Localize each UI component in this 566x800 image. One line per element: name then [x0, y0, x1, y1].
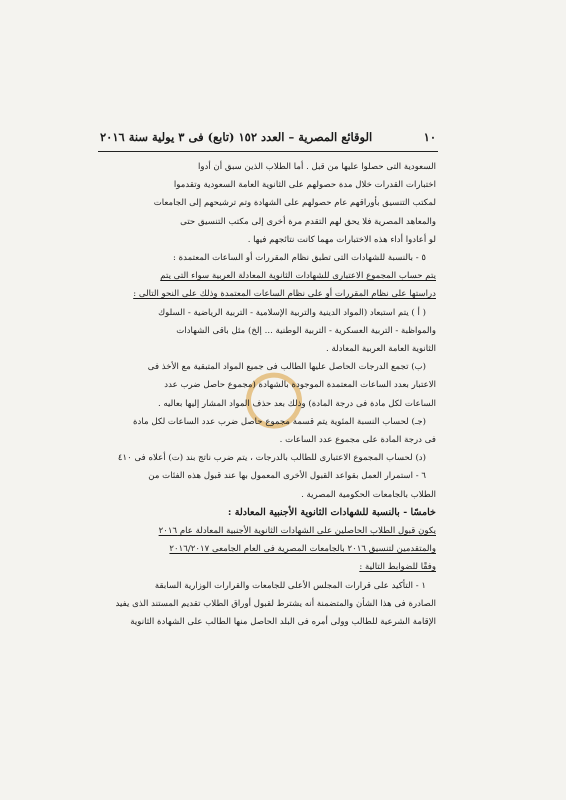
text-line: الثانوية العامة العربية المعادلة .: [326, 344, 436, 355]
section-heading: خامسًا - بالنسبة للشهادات الثانوية الأجنبية المعادلة :: [227, 506, 436, 518]
text-line: الصادرة فى هذا الشأن والمتضمنة أنه يشترط لقبول أوراق الطلاب تقديم المستند الذى يفيد: [115, 598, 436, 609]
list-item: (د) لحساب المجموع الاعتبارى للطالب بالدرجات ، يتم ضرب ناتج بند (ت) أعلاه فى ٤١٠: [117, 453, 426, 464]
list-item: (ب) تجمع الدرجات الحاصل عليها الطالب فى جميع المواد المتبقية مع الأخذ فى: [147, 362, 426, 373]
text-line: فى درجة المادة على مجموع عدد الساعات .: [279, 435, 436, 446]
section-item: ٦ - استمرار العمل بقواعد القبول الأخرى المعمول بها عند قبول هذه الفئات من: [148, 471, 426, 482]
section-item: ١ - التأكيد على قرارات المجلس الأعلى للجامعات والقرارات الوزارية السابقة: [154, 580, 426, 591]
text-line: الإقامة الشرعية للطالب وولى أمره فى البلد الحاصل منها الطالب على الشهادة الثانوية: [130, 617, 436, 628]
body-text: [100, 158, 436, 631]
text-line: الساعات لكل مادة فى درجة المادة) وذلك بعد حذف المواد المشار إليها بعاليه .: [157, 398, 436, 409]
text-line: دراستها على نظام المقررات أو على نظام الساعات المعتمدة وذلك على النحو التالى :: [133, 289, 436, 300]
list-item: (جـ) لحساب النسبة المئوية يتم قسمة مجموع حاصل ضرب عدد الساعات لكل مادة: [133, 416, 426, 427]
text-line: لمكتب التنسيق بأوراقهم عام حصولهم على الشهادة وتم ترشيحهم إلى الجامعات: [153, 198, 436, 209]
text-line: الاعتبار بعدد الساعات المعتمدة الموجودة بالشهادة (مجموع حاصل ضرب عدد: [164, 380, 436, 391]
header-title: الوقائع المصرية – العدد ١٥٢ (تابع) فى ٣ يولية سنة ٢٠١٦: [100, 130, 373, 144]
text-line: والمتقدمين لتنسيق ٢٠١٦ بالجامعات المصرية فى العام الجامعى ٢٠١٦/٢٠١٧: [169, 544, 436, 555]
page-number: ١٠: [423, 130, 436, 144]
text-line: يكون قبول الطلاب الحاصلين على الشهادات الثانوية الأجنبية المعادلة عام ٢٠١٦: [158, 526, 436, 537]
text-line: والمواظبة - التربية العسكرية - التربية الوطنية ... إلخ) مثل باقى الشهادات: [176, 325, 436, 336]
text-line: الطلاب بالجامعات الحكومية المصرية .: [301, 489, 436, 500]
text-line: يتم حساب المجموع الاعتبارى للشهادات الثانوية المعادلة العربية سواء التى يتم: [160, 271, 436, 282]
text-line: والمعاهد المصرية فلا يحق لهم التقدم مرة أخرى إلى مكتب التنسيق حتى: [180, 216, 436, 227]
page-header: [100, 130, 436, 144]
list-item: ( أ ) يتم استبعاد (المواد الدينية والتربية الإسلامية - التربية الرياضية - السلوك: [158, 307, 426, 318]
text-line: لو أعادوا أداء هذه الاختبارات مهما كانت نتائجهم فيها .: [247, 234, 436, 245]
text-line: السعودية التى حصلوا عليها من قبل . أما الطلاب الذين سبق أن أدوا: [197, 162, 436, 172]
text-line: اختبارات القدرات خلال مدة حصولهم على الثانوية العامة السعودية وتقدموا: [173, 180, 436, 191]
header-divider: [98, 151, 438, 152]
section-item: ٥ - بالنسبة للشهادات التى تطبق نظام المقررات أو الساعات المعتمدة :: [173, 253, 426, 264]
text-line: وفقًا للضوابط التالية :: [359, 562, 436, 573]
